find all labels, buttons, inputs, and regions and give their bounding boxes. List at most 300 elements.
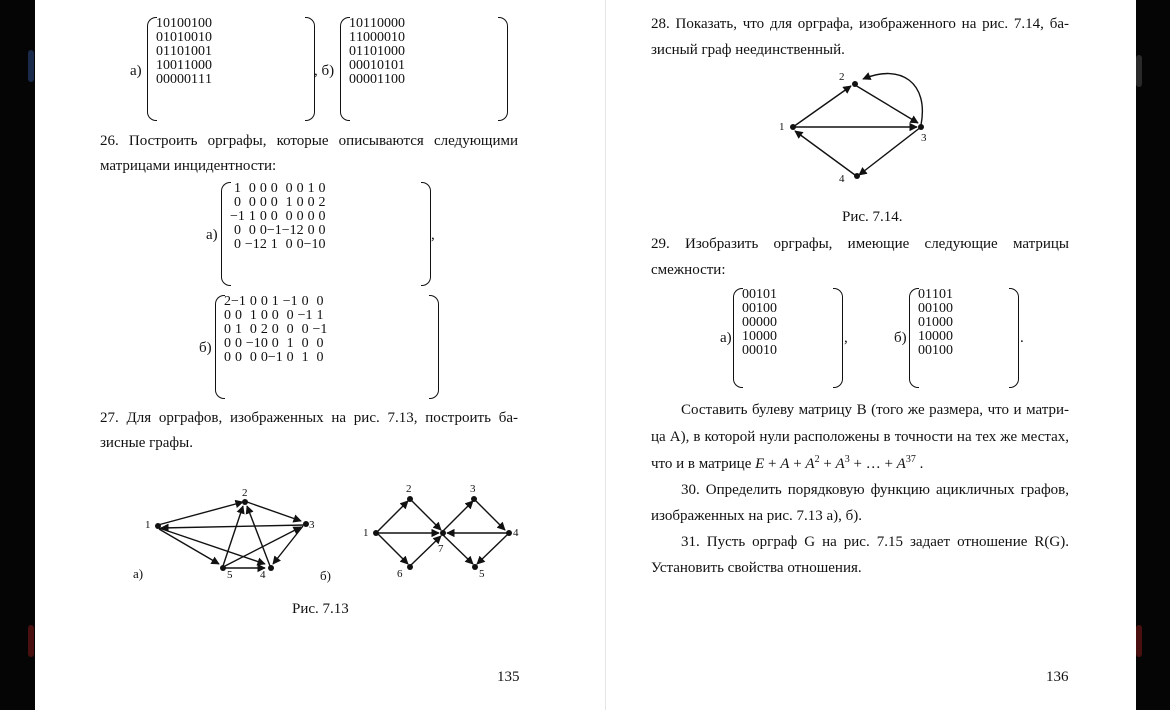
edge-1-2 <box>793 86 851 127</box>
node <box>220 565 226 571</box>
matrix-cell: 0 <box>770 301 777 316</box>
matrix-cell: 2 <box>318 195 326 210</box>
matrix-cell: 0 <box>170 72 177 87</box>
matrix-cell: −1 <box>266 223 282 238</box>
matrix-cell: 0 <box>918 343 925 358</box>
node <box>407 496 413 502</box>
matrix-cell: 0 <box>156 30 163 45</box>
matrix-cell: 0 <box>318 237 326 252</box>
edge-1-2 <box>377 501 408 532</box>
matrix-cell: 0 <box>749 329 756 344</box>
matrix-cell: 0 <box>296 237 304 252</box>
edge-2-3 <box>247 502 301 521</box>
matrix-cell: 0 <box>939 301 946 316</box>
problem-30-line1: 30. Определить порядковую функцию ацикличных графов, <box>681 482 1069 498</box>
matrix-row <box>156 73 212 87</box>
matrix-cell: 0 <box>270 209 278 224</box>
matrix-top-b <box>340 17 508 121</box>
matrix-26b-label: б) <box>199 340 212 356</box>
left-edge-marker <box>28 50 34 82</box>
matrix-cell: 0 <box>318 223 326 238</box>
matrix-cell: 1 <box>170 44 177 59</box>
matrix-cell: 0 <box>742 315 749 330</box>
matrix-cell: 0 <box>356 72 363 87</box>
matrix-cell: 0 <box>259 223 267 238</box>
matrix-cell: 0 <box>316 294 324 309</box>
matrix-29a <box>733 288 843 388</box>
matrix-cell: 0 <box>301 336 309 351</box>
node-label: 2 <box>839 71 845 83</box>
matrix-cell: 0 <box>918 301 925 316</box>
matrix-top-a <box>147 17 315 121</box>
matrix-grid <box>349 17 405 87</box>
formula-power: 37 <box>905 454 916 465</box>
matrix-cell: 0 <box>224 350 231 365</box>
matrix-cell: 0 <box>384 16 391 31</box>
matrix-cell: 0 <box>398 72 405 87</box>
matrix-cell: 0 <box>763 315 770 330</box>
matrix-cell: 1 <box>370 16 377 31</box>
matrix-cell: 0 <box>296 195 304 210</box>
figure-7-14-caption: Рис. 7.14. <box>842 209 903 225</box>
matrix-cell: 1 <box>377 72 384 87</box>
matrix-row <box>918 330 953 344</box>
matrix-cell: 0 <box>307 209 315 224</box>
right-viewer-margin <box>1135 0 1170 710</box>
matrix-cell: 0 <box>377 30 384 45</box>
node-label: 5 <box>227 569 233 581</box>
node <box>373 530 379 536</box>
matrix-cell: −1 <box>244 237 260 252</box>
matrix-cell: 0 <box>271 308 279 323</box>
matrix-cell: 0 <box>363 30 370 45</box>
matrix-cell: 0 <box>370 30 377 45</box>
matrix-cell: 0 <box>384 44 391 59</box>
matrix-cell: 0 <box>391 72 398 87</box>
matrix-cell: 0 <box>156 44 163 59</box>
edge-4-1 <box>795 131 855 175</box>
matrix-cell: 1 <box>249 308 257 323</box>
matrix-cell: 0 <box>234 350 242 365</box>
matrix-cell: 1 <box>377 44 384 59</box>
matrix-cell: 0 <box>234 336 242 351</box>
problem-30-line2: изображенных на рис. 7.13 а), б). <box>651 508 863 524</box>
page-number: 136 <box>1046 669 1069 685</box>
matrix-cell: 1 <box>756 301 763 316</box>
matrix-cell: 0 <box>177 16 184 31</box>
problem-26-line2: матрицами инцидентности: <box>100 158 277 174</box>
matrix-cell: 1 <box>756 287 763 302</box>
matrix-cell: 0 <box>770 343 777 358</box>
problem-26-line1: 26. Построить орграфы, которые описываются следующими <box>100 133 518 149</box>
matrix-cell: 0 <box>391 16 398 31</box>
matrix-cell: 1 <box>932 287 939 302</box>
matrix-cell: 0 <box>742 287 749 302</box>
matrix-cell: 0 <box>163 16 170 31</box>
matrix-cell: 1 <box>156 16 163 31</box>
matrix-cell: 0 <box>349 58 356 73</box>
matrix-cell: 1 <box>234 322 242 337</box>
matrix-cell: 0 <box>224 322 231 337</box>
formula-plus: + <box>819 456 836 472</box>
matrix-cell: 0 <box>163 58 170 73</box>
matrix-cell: 0 <box>270 195 278 210</box>
formula-a: A <box>805 456 815 472</box>
matrix-cell: 0 <box>198 44 205 59</box>
matrix-cell: 0 <box>260 294 268 309</box>
node <box>242 499 248 505</box>
matrix-cell: 1 <box>918 329 925 344</box>
matrix-cell: 0 <box>318 209 326 224</box>
matrix-cell: 0 <box>925 329 932 344</box>
matrix-cell: 1 <box>356 44 363 59</box>
matrix-row <box>918 344 953 358</box>
matrix-cell: 1 <box>286 336 294 351</box>
node <box>790 124 796 130</box>
node-label: 5 <box>479 568 485 580</box>
matrix-a-label: а) <box>130 63 142 79</box>
matrix-cell: 1 <box>156 58 163 73</box>
matrix-cell: 0 <box>177 72 184 87</box>
node <box>854 173 860 179</box>
matrix-29a-tail: , <box>844 330 848 346</box>
matrix-cell: 0 <box>170 30 177 45</box>
matrix-cell: 0 <box>939 329 946 344</box>
edge-5-3 <box>225 527 301 566</box>
edge-4-5 <box>477 535 507 564</box>
matrix-cell: 1 <box>763 343 770 358</box>
matrix-cell: 0 <box>260 336 268 351</box>
matrix-cell: 0 <box>307 195 315 210</box>
matrix-cell: 0 <box>198 16 205 31</box>
matrix-row <box>230 224 326 238</box>
matrix-row <box>742 302 777 316</box>
formula-a: A <box>780 456 790 472</box>
matrix-cell: 0 <box>742 343 749 358</box>
matrix-sep-label: , б) <box>314 63 335 79</box>
matrix-cell: 0 <box>248 181 256 196</box>
matrix-cell: 0 <box>270 181 278 196</box>
matrix-cell: 0 <box>224 336 231 351</box>
formula-e: E <box>755 456 765 472</box>
matrix-cell: 0 <box>939 315 946 330</box>
matrix-cell: 1 <box>285 195 293 210</box>
figure-7-13-b-label: б) <box>320 568 331 583</box>
matrix-cell: 0 <box>749 343 756 358</box>
matrix-row <box>230 182 326 196</box>
matrix-row <box>349 17 405 31</box>
page-136 <box>605 0 1136 710</box>
matrix-row <box>156 31 212 45</box>
matrix-cell: 0 <box>296 209 304 224</box>
node <box>407 564 413 570</box>
problem-28-line1: 28. Показать, что для орграфа, изображенного на рис. 7.14, ба- <box>651 16 1069 32</box>
node-label: 4 <box>839 173 845 183</box>
matrix-cell: 0 <box>391 44 398 59</box>
matrix-cell: 0 <box>184 16 191 31</box>
edge-3-4 <box>475 500 505 530</box>
matrix-29a-label: а) <box>720 330 732 346</box>
matrix-cell: 1 <box>271 294 279 309</box>
matrix-grid <box>230 182 326 252</box>
matrix-cell: 1 <box>356 30 363 45</box>
matrix-29b-label: б) <box>894 330 907 346</box>
matrix-cell: 1 <box>170 16 177 31</box>
matrix-cell: 0 <box>398 16 405 31</box>
matrix-cell: 0 <box>391 58 398 73</box>
matrix-cell: 0 <box>301 294 309 309</box>
matrix-cell: 1 <box>177 30 184 45</box>
matrix-cell: 0 <box>271 322 279 337</box>
matrix-cell: 0 <box>301 322 309 337</box>
matrix-cell: 1 <box>307 181 315 196</box>
matrix-cell: 1 <box>946 287 953 302</box>
matrix-row <box>230 196 326 210</box>
figure-7-14 <box>771 63 971 183</box>
matrix-cell: 0 <box>205 30 212 45</box>
matrix-cell: 0 <box>363 72 370 87</box>
matrix-cell: 1 <box>233 181 241 196</box>
matrix-row <box>224 337 327 351</box>
matrix-cell: 0 <box>398 44 405 59</box>
formula-a: A <box>896 456 906 472</box>
matrix-cell: 0 <box>946 315 953 330</box>
node-label: 6 <box>397 568 403 580</box>
matrix-cell: 0 <box>286 322 294 337</box>
edge-1-6 <box>377 533 408 564</box>
matrix-cell: 0 <box>156 72 163 87</box>
matrix-cell: 0 <box>384 30 391 45</box>
edge-1-5 <box>159 529 219 564</box>
matrix-29b-tail: . <box>1020 330 1024 346</box>
matrix-cell: 0 <box>259 195 267 210</box>
matrix-cell: 0 <box>377 16 384 31</box>
matrix-cell: 0 <box>763 301 770 316</box>
matrix-cell: 0 <box>248 223 256 238</box>
problem-27-line2: зисные графы. <box>100 435 193 451</box>
matrix-cell: 1 <box>270 237 278 252</box>
formula-plus: + <box>880 456 897 472</box>
matrix-26b <box>215 295 439 399</box>
figure-7-13-caption: Рис. 7.13 <box>292 601 349 617</box>
matrix-cell: 1 <box>316 308 324 323</box>
matrix-cell: 0 <box>191 58 198 73</box>
edge-3-4 <box>859 127 921 175</box>
matrix-row <box>349 31 405 45</box>
problem-29b-line2: ца A), в которой нули расположены в точности на тех же местах, <box>651 429 1069 445</box>
matrix-cell: 0 <box>198 58 205 73</box>
matrix-cell: 0 <box>763 329 770 344</box>
edge-3-1 <box>161 525 305 528</box>
matrix-26a-tail: , <box>431 227 435 243</box>
node-label: 3 <box>309 519 315 531</box>
matrix-cell: 0 <box>742 301 749 316</box>
edge-3-4 <box>273 526 303 564</box>
node-label: 1 <box>363 527 369 539</box>
problem-27-line1: 27. Для орграфов, изображенных на рис. 7.13, построить ба- <box>100 410 518 426</box>
matrix-row <box>230 210 326 224</box>
matrix-cell: 0 <box>918 287 925 302</box>
right-edge-marker <box>1136 55 1142 87</box>
node <box>155 523 161 529</box>
problem-29b-line3 <box>651 451 923 477</box>
matrix-cell: 0 <box>918 315 925 330</box>
matrix-cell: 0 <box>285 181 293 196</box>
matrix-cell: 1 <box>363 44 370 59</box>
matrix-cell: 0 <box>259 181 267 196</box>
matrix-grid <box>224 295 327 365</box>
matrix-cell: 1 <box>163 44 170 59</box>
matrix-cell: 0 <box>205 58 212 73</box>
matrix-cell: 0 <box>249 294 257 309</box>
formula-plus: + <box>849 456 866 472</box>
matrix-cell: −1 <box>282 294 298 309</box>
matrix-cell: 0 <box>356 16 363 31</box>
matrix-cell: 0 <box>260 350 268 365</box>
matrix-cell: 0 <box>260 308 268 323</box>
matrix-row <box>156 17 212 31</box>
matrix-row <box>918 316 953 330</box>
matrix-cell: 1 <box>198 72 205 87</box>
formula-prefix: что и в матрице <box>651 456 756 472</box>
edge-5-2 <box>223 506 243 566</box>
node-label: 1 <box>779 121 785 133</box>
node-label: 3 <box>470 483 476 495</box>
matrix-cell: 0 <box>756 343 763 358</box>
matrix-cell: −1 <box>245 336 261 351</box>
matrix-cell: 1 <box>198 30 205 45</box>
matrix-cell: 0 <box>770 329 777 344</box>
matrix-cell: −1 <box>297 308 313 323</box>
problem-29-line2: смежности: <box>651 262 726 278</box>
matrix-cell: 0 <box>316 336 324 351</box>
matrix-row <box>349 59 405 73</box>
node-label: 4 <box>513 527 519 539</box>
matrix-cell: 0 <box>946 301 953 316</box>
matrix-cell: 1 <box>932 343 939 358</box>
matrix-cell: 1 <box>205 72 212 87</box>
problem-29b-line1: Составить булеву матрицу B (того же размера, что и матри- <box>681 402 1069 418</box>
matrix-cell: −1 <box>281 223 297 238</box>
node-label: 7 <box>438 543 444 555</box>
formula-end: . <box>915 456 924 472</box>
formula-plus: + <box>764 456 781 472</box>
matrix-cell: −1 <box>231 294 246 309</box>
matrix-cell: 0 <box>356 58 363 73</box>
matrix-cell: 0 <box>259 209 267 224</box>
edge-2-3 <box>855 85 918 123</box>
matrix-cell: 0 <box>170 58 177 73</box>
node <box>506 530 512 536</box>
matrix-cell: 0 <box>307 223 315 238</box>
matrix-cell: 0 <box>756 315 763 330</box>
matrix-row <box>349 73 405 87</box>
edge-4-2 <box>247 506 270 566</box>
matrix-cell: 1 <box>184 58 191 73</box>
matrix-cell: 0 <box>163 72 170 87</box>
matrix-row <box>349 45 405 59</box>
formula-dots: … <box>865 456 881 472</box>
matrix-cell: 0 <box>191 30 198 45</box>
matrix-cell: 0 <box>749 315 756 330</box>
problem-29-line1: 29. Изобразить орграфы, имеющие следующие матрицы <box>651 236 1069 252</box>
matrix-cell: 0 <box>191 44 198 59</box>
matrix-cell: 0 <box>286 350 294 365</box>
edge-2-7 <box>411 500 441 530</box>
formula-power: 2 <box>814 454 820 465</box>
edge-1-2 <box>158 502 243 525</box>
edge-6-7 <box>411 536 441 565</box>
matrix-cell: 1 <box>301 350 309 365</box>
matrix-cell: 0 <box>296 181 304 196</box>
matrix-cell: 0 <box>316 350 324 365</box>
node-label: 3 <box>921 132 927 144</box>
matrix-cell: 1 <box>925 287 932 302</box>
matrix-cell: 0 <box>233 237 241 252</box>
node <box>852 81 858 87</box>
matrix-cell: 1 <box>205 44 212 59</box>
matrix-cell: 1 <box>770 287 777 302</box>
matrix-cell: 0 <box>285 237 293 252</box>
matrix-cell: 0 <box>763 287 770 302</box>
matrix-cell: 0 <box>205 16 212 31</box>
node <box>471 496 477 502</box>
matrix-cell: 2 <box>224 294 231 309</box>
matrix-row <box>156 59 212 73</box>
matrix-cell: 1 <box>191 72 198 87</box>
matrix-cell: 1 <box>191 16 198 31</box>
matrix-cell: 0 <box>285 209 293 224</box>
matrix-cell: 0 <box>398 30 405 45</box>
matrix-cell: 0 <box>946 329 953 344</box>
graph-a <box>158 502 305 568</box>
matrix-cell: 1 <box>391 30 398 45</box>
matrix-cell: 1 <box>925 315 932 330</box>
matrix-row <box>224 351 327 365</box>
matrix-row <box>742 344 777 358</box>
matrix-row <box>742 330 777 344</box>
matrix-row <box>224 295 327 309</box>
matrix-cell: 0 <box>233 195 241 210</box>
matrix-cell: 1 <box>349 30 356 45</box>
problem-28-line2: зисный граф неединственный. <box>651 42 845 58</box>
matrix-cell: 0 <box>271 336 279 351</box>
matrix-cell: 0 <box>234 308 242 323</box>
matrix-cell: 0 <box>749 301 756 316</box>
matrix-cell: 1 <box>163 30 170 45</box>
problem-31-line1: 31. Пусть орграф G на рис. 7.15 задает отношение R(G). <box>681 534 1069 550</box>
matrix-row <box>742 288 777 302</box>
matrix-cell: 0 <box>184 30 191 45</box>
node-label: 1 <box>145 519 151 531</box>
matrix-cell: 0 <box>925 301 932 316</box>
matrix-cell: 0 <box>946 343 953 358</box>
matrix-cell: 0 <box>377 58 384 73</box>
matrix-cell: 1 <box>363 16 370 31</box>
matrix-cell: 2 <box>259 237 267 252</box>
figure-7-13-a-label: а) <box>133 566 144 581</box>
matrix-29b <box>909 288 1019 388</box>
matrix-cell: 2 <box>260 322 268 337</box>
matrix-row <box>156 45 212 59</box>
matrix-grid <box>156 17 212 87</box>
page-number: 135 <box>497 669 520 685</box>
matrix-row <box>230 238 326 252</box>
edge-1-4 <box>159 528 265 564</box>
right-edge-marker-bottom <box>1136 625 1142 657</box>
matrix-grid <box>918 288 953 358</box>
left-viewer-margin <box>0 0 35 710</box>
